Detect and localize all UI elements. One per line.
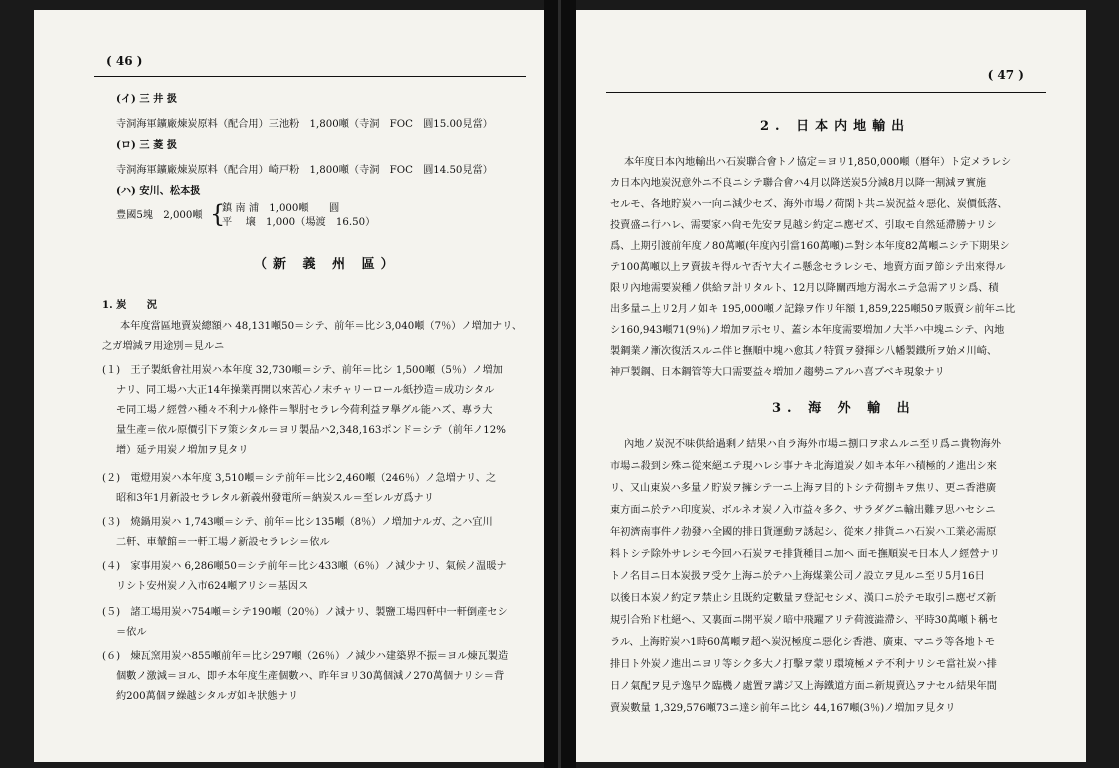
section-mitsui: (イ) 三 井 扱 <box>116 93 178 105</box>
page-number-left: ( 46 ) <box>106 54 143 68</box>
p2-line9: シ160,943噸71(9％)ノ増加ヲ示セリ、蓋シ本年度需要増加ノ大半ハ中塊ニシテ、內地 <box>610 325 1005 336</box>
p3-line2: 市場ニ殺到シ殊ニ從來絕エテ現ハレシ事ナキ北海道炭ノ如キ本年ハ積極的ノ進出シ來 <box>610 461 997 472</box>
mitsui-line: 寺洞海軍鑛廠煉炭原料（配合用）三池粉 1,800噸（寺洞 FOC 圓15.00見當） <box>116 119 493 130</box>
item3-line1: (３) 燒鍋用炭ハ 1,743噸＝シテ、前年＝比シ135噸（8％）ノ増加ナルガ、之ハ宜川 <box>102 517 493 528</box>
item6-line2: 個數ノ激減＝ヨル、即チ本年度生產個數ハ、昨年ヨリ30萬個減ノ270萬個ナリシ＝背 <box>116 671 505 682</box>
item5-line1: (５) 諸工場用炭ハ754噸＝シテ190噸（20％）ノ減ナリ、製鹽工場四軒中一軒倒產セシ <box>102 607 508 618</box>
intro-line-2: 之ガ増減ヲ用途別＝見ルニ <box>102 341 225 352</box>
yasukawa-line2: 平 壌 1,000（場渡 16.50） <box>222 217 376 228</box>
yasukawa-line1: 鎮 南 浦 1,000噸 圓 <box>222 203 340 214</box>
item1-line4: 量生產＝依ル原價引下ヲ策シタル＝ヨリ製品ハ2,348,163ポンド＝シテ（前年ノ12% <box>116 425 506 436</box>
item5-line2: ＝依ル <box>116 627 147 638</box>
p2-line10: 製鋼業ノ漸次復活スルニ伴ヒ撫順中塊ハ愈其ノ特質ヲ發揮シ八幡製鐵所ヲ始メ川崎、 <box>610 346 998 357</box>
heading-domestic-export: 2. 日本内地輸出 <box>760 119 911 134</box>
left-page <box>34 10 544 762</box>
p2-line4: 投賣盛ニ行ハレ、需要家ハ尙モ先安ヲ見越シ約定ニ應ゼズ、引取モ自然延滯勝ナリシ <box>610 220 997 231</box>
p2-line8: 出多量ニ上リ2月ノ如キ 195,000噸ノ記錄ヲ作リ年額 1,859,225噸50ヲ販賣シ前年ニ比 <box>610 304 1016 315</box>
item1-line2: ナリ、同工場ハ大正14年操業再開以來苦心ノ末チャリーロール紙抄造＝成功シタル <box>116 385 495 396</box>
heading-coal-market: 1. 炭 況 <box>102 299 157 311</box>
p2-line11: 神戸製鋼、日本鋼管等大口需要益々増加ノ趨勢ニアルハ喜ブベキ現象ナリ <box>610 367 945 378</box>
heading-overseas-export: 3. 海 外 輸 出 <box>772 401 916 416</box>
p2-line3: セルモ、各地貯炭ハ一向ニ減少セズ、海外市場ノ荷閑ト共ニ炭況益々惡化、炭價低落、 <box>610 199 1008 210</box>
item1-line1: (１) 王子製紙會社用炭ハ本年度 32,730噸＝シテ、前年＝比シ 1,500噸（5％）ノ増加 <box>102 365 503 376</box>
item2-line2: 昭和3年1月新設セラレタル新義州發電所＝納炭スル＝至レルガ爲ナリ <box>116 493 434 504</box>
right-page <box>576 10 1086 762</box>
p2-line7: 限リ內地需要炭種ノ供給ヲ計リタルト、12月以降關西地方渴水ニテ急需アリシ爲、積 <box>610 283 999 294</box>
p2-line1: 本年度日本內地輸出ハ石炭聯合會トノ協定＝ヨリ1,850,000噸（暦年）ト定メラレシ <box>624 157 1012 168</box>
p3-line8: 以後日本炭ノ約定ヲ禁止シ且既約定數量ヲ登記セシメ、漢口ニ於テモ取引ニ應ゼズ新 <box>610 593 997 604</box>
p3-line6: 料トシテ除外サレシモ今回ハ石炭ヲモ排貨種目ニ加ヘ 面モ撫順炭モ日本人ノ經營ナリ <box>610 549 1000 560</box>
page-number-right: ( 47 ) <box>987 68 1024 82</box>
item6-line1: (６) 煉瓦窯用炭ハ855噸前年＝比シ297噸（26％）ノ減少ハ建築界不振＝ヨル煉瓦製造 <box>102 651 509 662</box>
p2-line5: 爲、上期引渡前年度ノ80萬噸(年度內引當160萬噸)ニ對シ本年度82萬噸ニシテ下期果シ <box>610 241 1010 252</box>
book-gutter <box>544 0 576 768</box>
item2-line1: (２) 電燈用炭ハ本年度 3,510噸＝シテ前年＝比シ2,460噸（246％）ノ急増ナリ、之 <box>102 473 497 484</box>
header-rule-left <box>94 76 526 77</box>
item6-line3: 約200萬個ヲ繰越シタルガ如キ狀態ナリ <box>116 691 299 702</box>
intro-line-1: 本年度當區地賣炭總額ハ 48,131噸50＝シテ、前年＝比シ3,040噸（7％）ノ増加ナリ、 <box>120 321 523 332</box>
mitsubishi-line: 寺洞海軍鑛廠煉炭原料（配合用）崎戸粉 1,800噸（寺洞 FOC 圓14.50見當） <box>116 165 493 176</box>
brace-glyph: { <box>210 200 226 228</box>
p2-line6: テ100萬噸以上ヲ賣拔キ得ルヤ否ヤ大イニ懸念セラレシモ、地賣方面ヲ節シテ出來得ル <box>610 262 1006 273</box>
p3-line7: トノ名目ニ日本炭扱ヲ受ケ上海ニ於テハ上海煤業公司ノ設立ヲ見ルニ至リ5月16日 <box>610 571 985 582</box>
p3-line11: 排日ト外炭ノ進出ニヨリ等シク多大ノ打擊ヲ蒙リ環境極メテ不利ナリシモ當社炭ハ排 <box>610 659 997 670</box>
item4-line1: (４) 家事用炭ハ 6,286噸50＝シテ前年＝比シ433噸（6％）ノ減少ナリ、氣候ノ温暖ナ <box>102 561 507 572</box>
header-rule-right <box>606 92 1046 93</box>
p3-line3: リ、又山東炭ハ多量ノ貯炭ヲ擁シテ一ニ上海ヲ目的トシテ荷捌キヲ焦リ、更ニ香港廣 <box>610 483 997 494</box>
item3-line2: 二軒、車輦館＝一軒工場ノ新設セラレシ＝依ル <box>116 537 330 548</box>
item1-line3: モ同工場ノ經營ハ種々不利ナル條件＝掣肘セラレ今荷利益ヲ擧グル能ハズ、專ラ大 <box>116 405 493 416</box>
p2-line2: カ日本內地炭況意外ニ不良ニシテ聯合會ハ4月以降送炭5分減8月以降一割減ヲ實施 <box>610 178 987 189</box>
section-yasukawa: (ハ) 安川、松本扱 <box>116 185 201 197</box>
p3-line13: 賣炭數量 1,329,576噸73ニ達シ前年ニ比シ 44,167噸(3％)ノ増加ヲ見タリ <box>610 703 956 714</box>
item1-line5: 增）延テ用炭ノ増加ヲ見タリ <box>116 445 249 456</box>
p3-line9: 規引合殆ド杜絕ヘ、又裏面ニ開平炭ノ暗中飛躍アリテ荷渡澁滯シ、平時30萬噸ト稱セ <box>610 615 999 626</box>
yasukawa-label: 豊國5塊 2,000噸 <box>116 210 203 221</box>
p3-line1: 內地ノ炭況不味供給過剩ノ結果ハ自ラ海外市場ニ捌口ヲ求ムルニ至リ爲ニ貴物海外 <box>624 439 1001 450</box>
p3-line12: 日ノ氣配ヲ見テ逸早ク臨機ノ處置ヲ講ジ又上海鐵道方面ニ新規賣込ヲナセル結果年間 <box>610 681 997 692</box>
region-title: （新 義 州 區） <box>254 257 400 272</box>
p3-line4: 東方面ニ於テハ印度炭、ボルネオ炭ノ入市益々多ク、サラダグニ輸出難ヲ思ハセシニ <box>610 505 996 516</box>
p3-line5: 年初濟南事件ノ勃發ハ全國的排日貨運動ヲ誘起シ、從來ノ排貨ニハ石炭ハ工業必需原 <box>610 527 997 538</box>
p3-line10: ラル、上海貯炭ハ1時60萬噸ヲ超ヘ炭況極度ニ惡化シ香港、廣東、マニラ等各地トモ <box>610 637 996 648</box>
section-mitsubishi: (ロ) 三 菱 扱 <box>116 139 178 151</box>
item4-line2: リシト安州炭ノ入市624噸アリシ＝基因ス <box>116 581 309 592</box>
